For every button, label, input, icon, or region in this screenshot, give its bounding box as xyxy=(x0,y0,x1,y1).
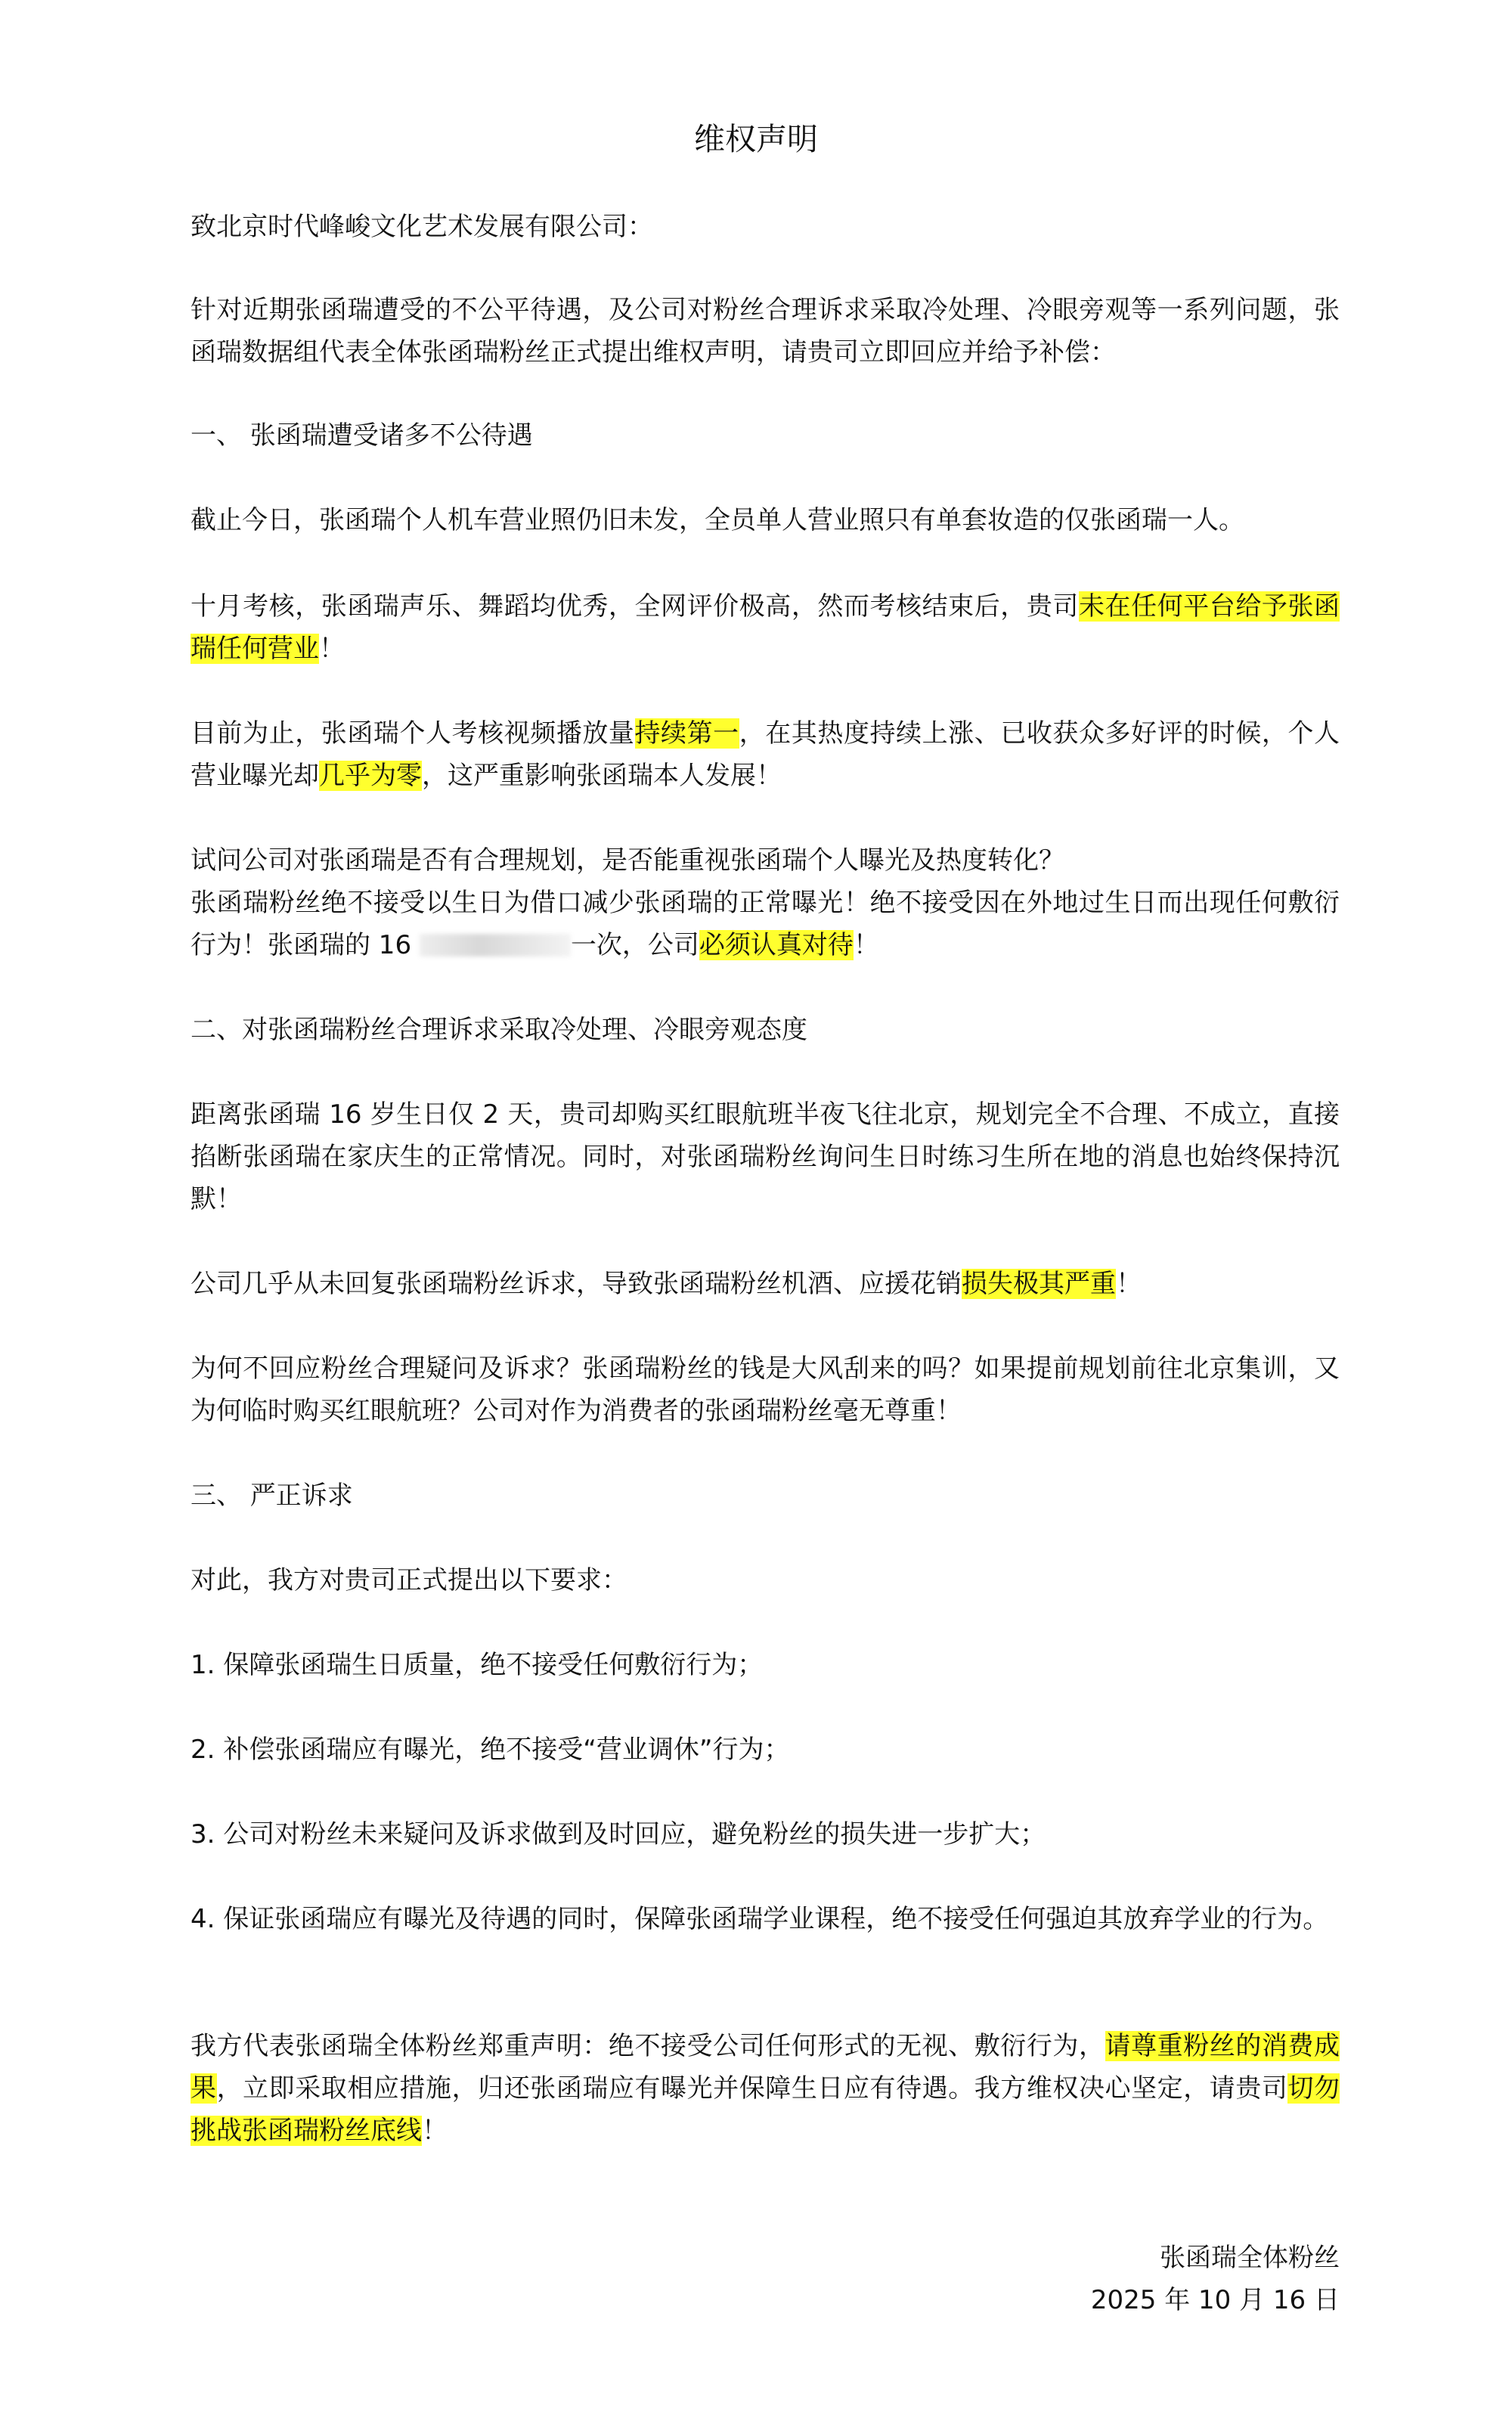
demand-item-3: 3. 公司对粉丝未来疑问及诉求做到及时回应，避免粉丝的损失进一步扩大； xyxy=(191,1819,1046,1850)
highlighted-text: 请尊重粉丝的消费成果 xyxy=(191,2031,1340,2104)
blurred-redaction xyxy=(420,934,571,957)
demand-item-1: 1. 保障张函瑞生日质量，绝不接受任何敷衍行为； xyxy=(191,1650,764,1680)
salutation: 致北京时代峰峻文化艺术发展有限公司： xyxy=(191,212,653,242)
section1-paragraph-3 xyxy=(191,712,1340,797)
demand-item-4: 4. 保证张函瑞应有曝光及待遇的同时，保障张函瑞学业课程，绝不接受任何强迫其放弃学业的行为。 xyxy=(191,1904,1329,1934)
text-run: 试问公司对张函瑞是否有合理规划，是否能重视张函瑞个人曝光及热度转化？ xyxy=(191,845,1064,876)
section1-paragraph-4 xyxy=(191,839,1340,966)
signature-name: 张函瑞全体粉丝 xyxy=(1160,2243,1340,2273)
text-run: 目前为止，张函瑞个人考核视频播放量 xyxy=(191,718,635,749)
section2-paragraph-2 xyxy=(191,1263,1340,1305)
text-run: ，在其热度持续上涨、已收获众多好评的时候，个人营业曝光却 xyxy=(191,718,1340,791)
text-run: ！ xyxy=(1116,1269,1142,1299)
document-title: 维权声明 xyxy=(694,121,818,157)
text-run: ，立即采取相应措施，归还张函瑞应有曝光并保障生日应有待遇。我方维权决心坚定，请贵司 xyxy=(216,2073,1288,2104)
text-run: 十月考核，张函瑞声乐、舞蹈均优秀，全网评价极高，然而考核结束后，贵司 xyxy=(191,591,1079,622)
highlighted-text: 持续第一 xyxy=(634,718,739,749)
intro-paragraph: 针对近期张函瑞遭受的不公平待遇，及公司对粉丝合理诉求采取冷处理、冷眼旁观等一系列问题，张函瑞数据组代表全体张函瑞粉丝正式提出维权声明，请贵司立即回应并给予补偿： xyxy=(191,295,1340,367)
text-run: 公司几乎从未回复张函瑞粉丝诉求，导致张函瑞粉丝机酒、应援花销 xyxy=(191,1269,962,1299)
section3-heading: 三、 严正诉求 xyxy=(191,1481,353,1511)
text-run: 我方代表张函瑞全体粉丝郑重声明：绝不接受公司任何形式的无视、敷衍行为， xyxy=(191,2031,1105,2061)
highlighted-text: 必须认真对待 xyxy=(699,930,854,960)
section2-paragraph-3: 为何不回应粉丝合理疑问及诉求？张函瑞粉丝的钱是大风刮来的吗？如果提前规划前往北京集训，又为何临时购买红眼航班？公司对作为消费者的张函瑞粉丝毫无尊重！ xyxy=(191,1353,1340,1426)
demand-item-2: 2. 补偿张函瑞应有曝光，绝不接受“营业调休”行为； xyxy=(191,1735,790,1765)
text-run: ！ xyxy=(422,2116,448,2146)
section1-paragraph-2 xyxy=(191,585,1340,670)
text-run: ，这严重影响张函瑞本人发展！ xyxy=(422,761,782,791)
highlighted-text: 未在任何平台给予张函瑞任何营业 xyxy=(191,591,1340,664)
text-run: 一次，公司 xyxy=(570,930,699,960)
signature-date: 2025 年 10 月 16 日 xyxy=(1090,2285,1340,2315)
section1-heading: 一、 张函瑞遭受诸多不公待遇 xyxy=(191,420,533,451)
text-run: ！ xyxy=(319,634,345,664)
highlighted-text: 损失极其严重 xyxy=(962,1269,1116,1299)
text-run: 张函瑞粉丝绝不接受以生日为借口减少张函瑞的正常曝光！绝不接受因在外地过生日而出现任何敷衍行为！张函瑞的 16 xyxy=(191,888,1340,960)
section2-paragraph-1: 距离张函瑞 16 岁生日仅 2 天，贵司却购买红眼航班半夜飞往北京，规划完全不合理、不成立，直接掐断张函瑞在家庆生的正常情况。同时，对张函瑞粉丝询问生日时练习生所在地的消息也始终保持沉默！ xyxy=(191,1099,1340,1214)
section1-paragraph-1: 截止今日，张函瑞个人机车营业照仍旧未发，全员单人营业照只有单套妆造的仅张函瑞一人。 xyxy=(191,505,1244,535)
text-run: ！ xyxy=(853,930,879,960)
section3-paragraph-1: 对此，我方对贵司正式提出以下要求： xyxy=(191,1565,627,1595)
highlighted-text: 几乎为零 xyxy=(319,761,422,791)
closing-paragraph xyxy=(191,2025,1340,2152)
section2-heading: 二、对张函瑞粉丝合理诉求采取冷处理、冷眼旁观态度 xyxy=(191,1015,807,1045)
highlighted-text: 切勿挑战张函瑞粉丝底线 xyxy=(191,2073,1340,2146)
